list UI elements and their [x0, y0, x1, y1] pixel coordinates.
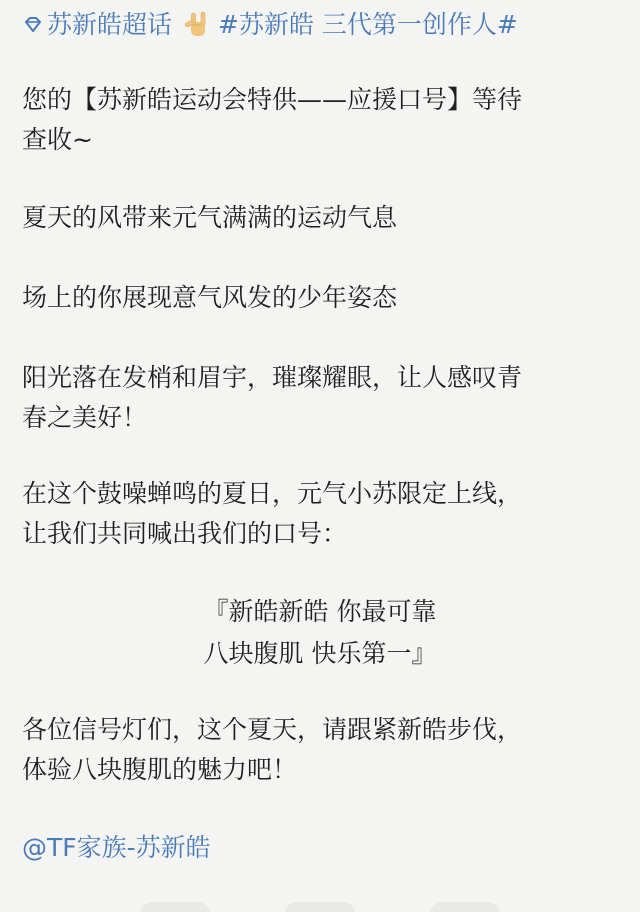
hashtag-link[interactable]: #苏新皓 三代第一创作人#	[218, 10, 518, 39]
bottom-bar-partial	[0, 896, 640, 912]
slogan-line-2: 八块腹肌 快乐第一』	[203, 639, 437, 668]
text-line: 在这个鼓噪蝉鸣的夏日，元气小苏限定上线，	[22, 479, 523, 508]
text-line: 您的【苏新皓运动会特供——应援口号】等待	[22, 85, 523, 114]
topic-line	[22, 6, 622, 44]
text-line: 春之美好！	[22, 403, 148, 432]
text-line: 夏天的风带来元气满满的运动气息	[22, 203, 398, 232]
paragraph-call-to-action	[22, 710, 622, 790]
text-line: 阳光落在发梢和眉宇，璀璨耀眼，让人感叹青	[22, 363, 523, 392]
mention-link[interactable]: @TF家族-苏新皓	[22, 833, 211, 862]
action-pill	[430, 902, 500, 912]
super-topic-link[interactable]: 苏新皓超话	[47, 10, 173, 39]
paragraph-cicada	[22, 474, 622, 554]
text-line: 场上的你展现意气风发的少年姿态	[22, 283, 398, 312]
paragraph-sunlight	[22, 358, 622, 438]
text-line: 体验八块腹肌的魅力吧！	[22, 755, 298, 784]
paragraph-intro	[22, 80, 622, 160]
paragraph-field	[22, 278, 622, 318]
text-line: 各位信号灯们，这个夏天，请跟紧新皓步伐，	[22, 715, 523, 744]
love-you-hand-icon	[182, 10, 212, 40]
slogan-line-1: 『新皓新皓 你最可靠	[203, 597, 437, 626]
paragraph-summer-wind	[22, 198, 622, 238]
text-line: 让我们共同喊出我们的口号：	[22, 519, 348, 548]
text-line: 查收~	[22, 125, 93, 154]
action-pill	[140, 902, 210, 912]
super-topic-diamond-icon	[22, 14, 44, 36]
action-pill	[285, 902, 355, 912]
